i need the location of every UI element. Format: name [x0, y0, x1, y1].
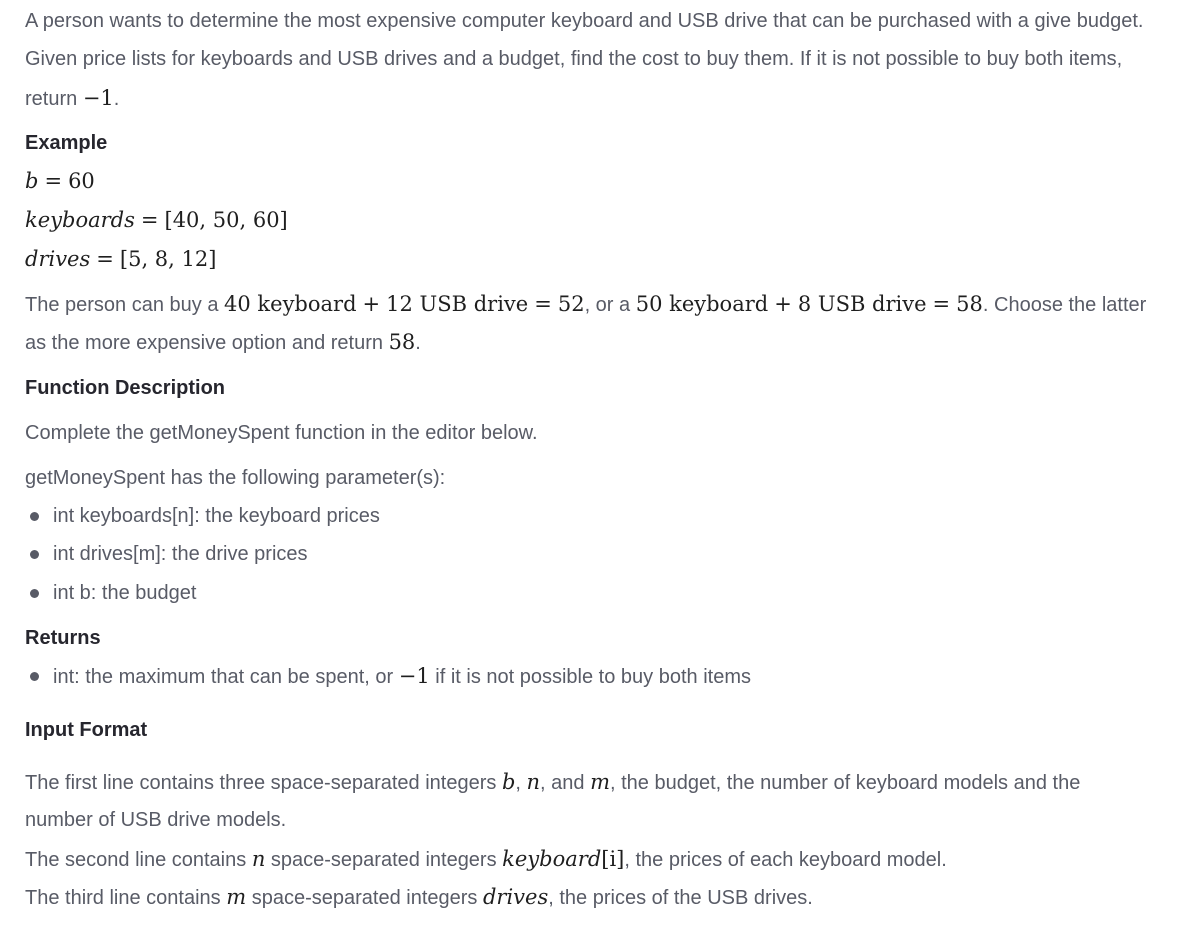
- param-list-item: [30, 502, 530, 530]
- returns-heading: Returns: [25, 627, 101, 649]
- intro-period: .: [113, 88, 120, 110]
- expl-eq-1: =: [534, 292, 552, 316]
- expl-math-1: 40 keyboard: [224, 292, 357, 316]
- returns-text: [53, 662, 751, 691]
- if-var-m-2: m: [226, 885, 247, 909]
- input-format-line-4: [25, 883, 813, 912]
- expl-text-1: The person can buy a: [25, 294, 225, 316]
- keyboards-var: keyboards: [25, 208, 135, 232]
- input-format-heading: Input Format: [25, 719, 148, 741]
- param-keyboards: int keyboards[n]: the keyboard prices: [53, 505, 380, 527]
- function-description-text-2: getMoneySpent has the following parameter(s):: [25, 467, 446, 489]
- example-explanation-line-2: [25, 328, 421, 357]
- if-text-3c: , the prices of each keyboard model.: [624, 849, 947, 871]
- example-drives: [25, 245, 216, 274]
- expl-text-3: . Choose the latter: [982, 294, 1147, 316]
- if-var-drives: drives: [482, 885, 549, 909]
- bullet-icon: [30, 589, 39, 598]
- bullet-icon: [30, 672, 39, 681]
- expl-text-5: .: [415, 332, 421, 354]
- if-var-index: [i]: [601, 847, 625, 871]
- if-text-1d: , and: [540, 772, 591, 794]
- param-drives: int drives[m]: the drive prices: [53, 543, 308, 565]
- input-format-line-2: number of USB drive models.: [25, 809, 287, 831]
- expl-plus-1: +: [362, 292, 381, 316]
- param-list-item: [30, 540, 530, 568]
- input-format-line-3: [25, 845, 947, 874]
- budget-var: b: [25, 169, 39, 193]
- expl-math-4: 50 keyboard: [635, 292, 769, 316]
- intro-minus-one: −1: [82, 86, 114, 110]
- expl-text-2: , or a: [584, 294, 636, 316]
- if-text-1c: ,: [515, 772, 527, 794]
- expl-text-4: as the more expensive option and return: [25, 332, 389, 354]
- expl-eq-2: =: [932, 292, 951, 316]
- if-text-4c: , the prices of the USB drives.: [548, 887, 813, 909]
- bullet-icon: [30, 512, 39, 521]
- returns-post: if it is not possible to buy both items: [429, 666, 751, 688]
- bullet-icon: [30, 550, 39, 559]
- if-text-4a: The third line contains: [25, 887, 227, 909]
- if-text-3a: The second line contains: [25, 849, 252, 871]
- example-heading: Example: [25, 132, 108, 154]
- budget-value: 60: [68, 169, 95, 193]
- drives-var: drives: [25, 247, 91, 271]
- expl-math-5: 8 USB drive: [797, 292, 927, 316]
- function-description-heading: Function Description: [25, 377, 225, 399]
- function-description-text-1: Complete the getMoneySpent function in the editor below.: [25, 422, 538, 444]
- intro-line-1: A person wants to determine the most expensive computer keyboard and USB drive that can be purchased with a give budget.: [25, 10, 1144, 32]
- expl-math-6: 58: [956, 292, 983, 316]
- param-list-item: [30, 579, 530, 607]
- returns-minus-one: −1: [398, 664, 430, 688]
- expl-math-7: 58: [388, 330, 416, 354]
- if-text-3b: space-separated integers: [265, 849, 503, 871]
- if-var-n-2: n: [251, 847, 266, 871]
- returns-list-item: [30, 662, 930, 690]
- keyboards-equals: =: [140, 208, 159, 232]
- if-text-4b: space-separated integers: [246, 887, 483, 909]
- if-var-m: m: [590, 770, 611, 794]
- expl-math-2: 12 USB drive: [386, 292, 529, 316]
- if-var-b: b: [501, 770, 516, 794]
- example-budget: [25, 167, 95, 196]
- param-budget: int b: the budget: [53, 582, 197, 604]
- intro-line-3: [25, 84, 119, 113]
- if-text-1a: The first line contains three space-separated integers: [25, 772, 502, 794]
- expl-math-3: 52: [557, 292, 585, 316]
- example-keyboards: [25, 206, 288, 235]
- if-text-1e: , the budget, the number of keyboard models and the: [610, 772, 1081, 794]
- example-explanation-line-1: [25, 290, 1146, 319]
- drives-value: [5, 8, 12]: [119, 247, 217, 271]
- returns-pre: int: the maximum that can be spent, or: [53, 666, 399, 688]
- intro-line-2: Given price lists for keyboards and USB drives and a budget, find the cost to buy them. If it is not possible to buy both items,: [25, 48, 1123, 70]
- input-format-line-1: [25, 768, 1080, 797]
- budget-equals: =: [44, 169, 63, 193]
- if-var-n: n: [526, 770, 541, 794]
- expl-plus-2: +: [774, 292, 792, 316]
- drives-equals: =: [96, 247, 114, 271]
- if-var-keyboard: keyboard: [502, 847, 602, 871]
- keyboards-value: [40, 50, 60]: [164, 208, 288, 232]
- intro-return-text: return: [25, 88, 83, 110]
